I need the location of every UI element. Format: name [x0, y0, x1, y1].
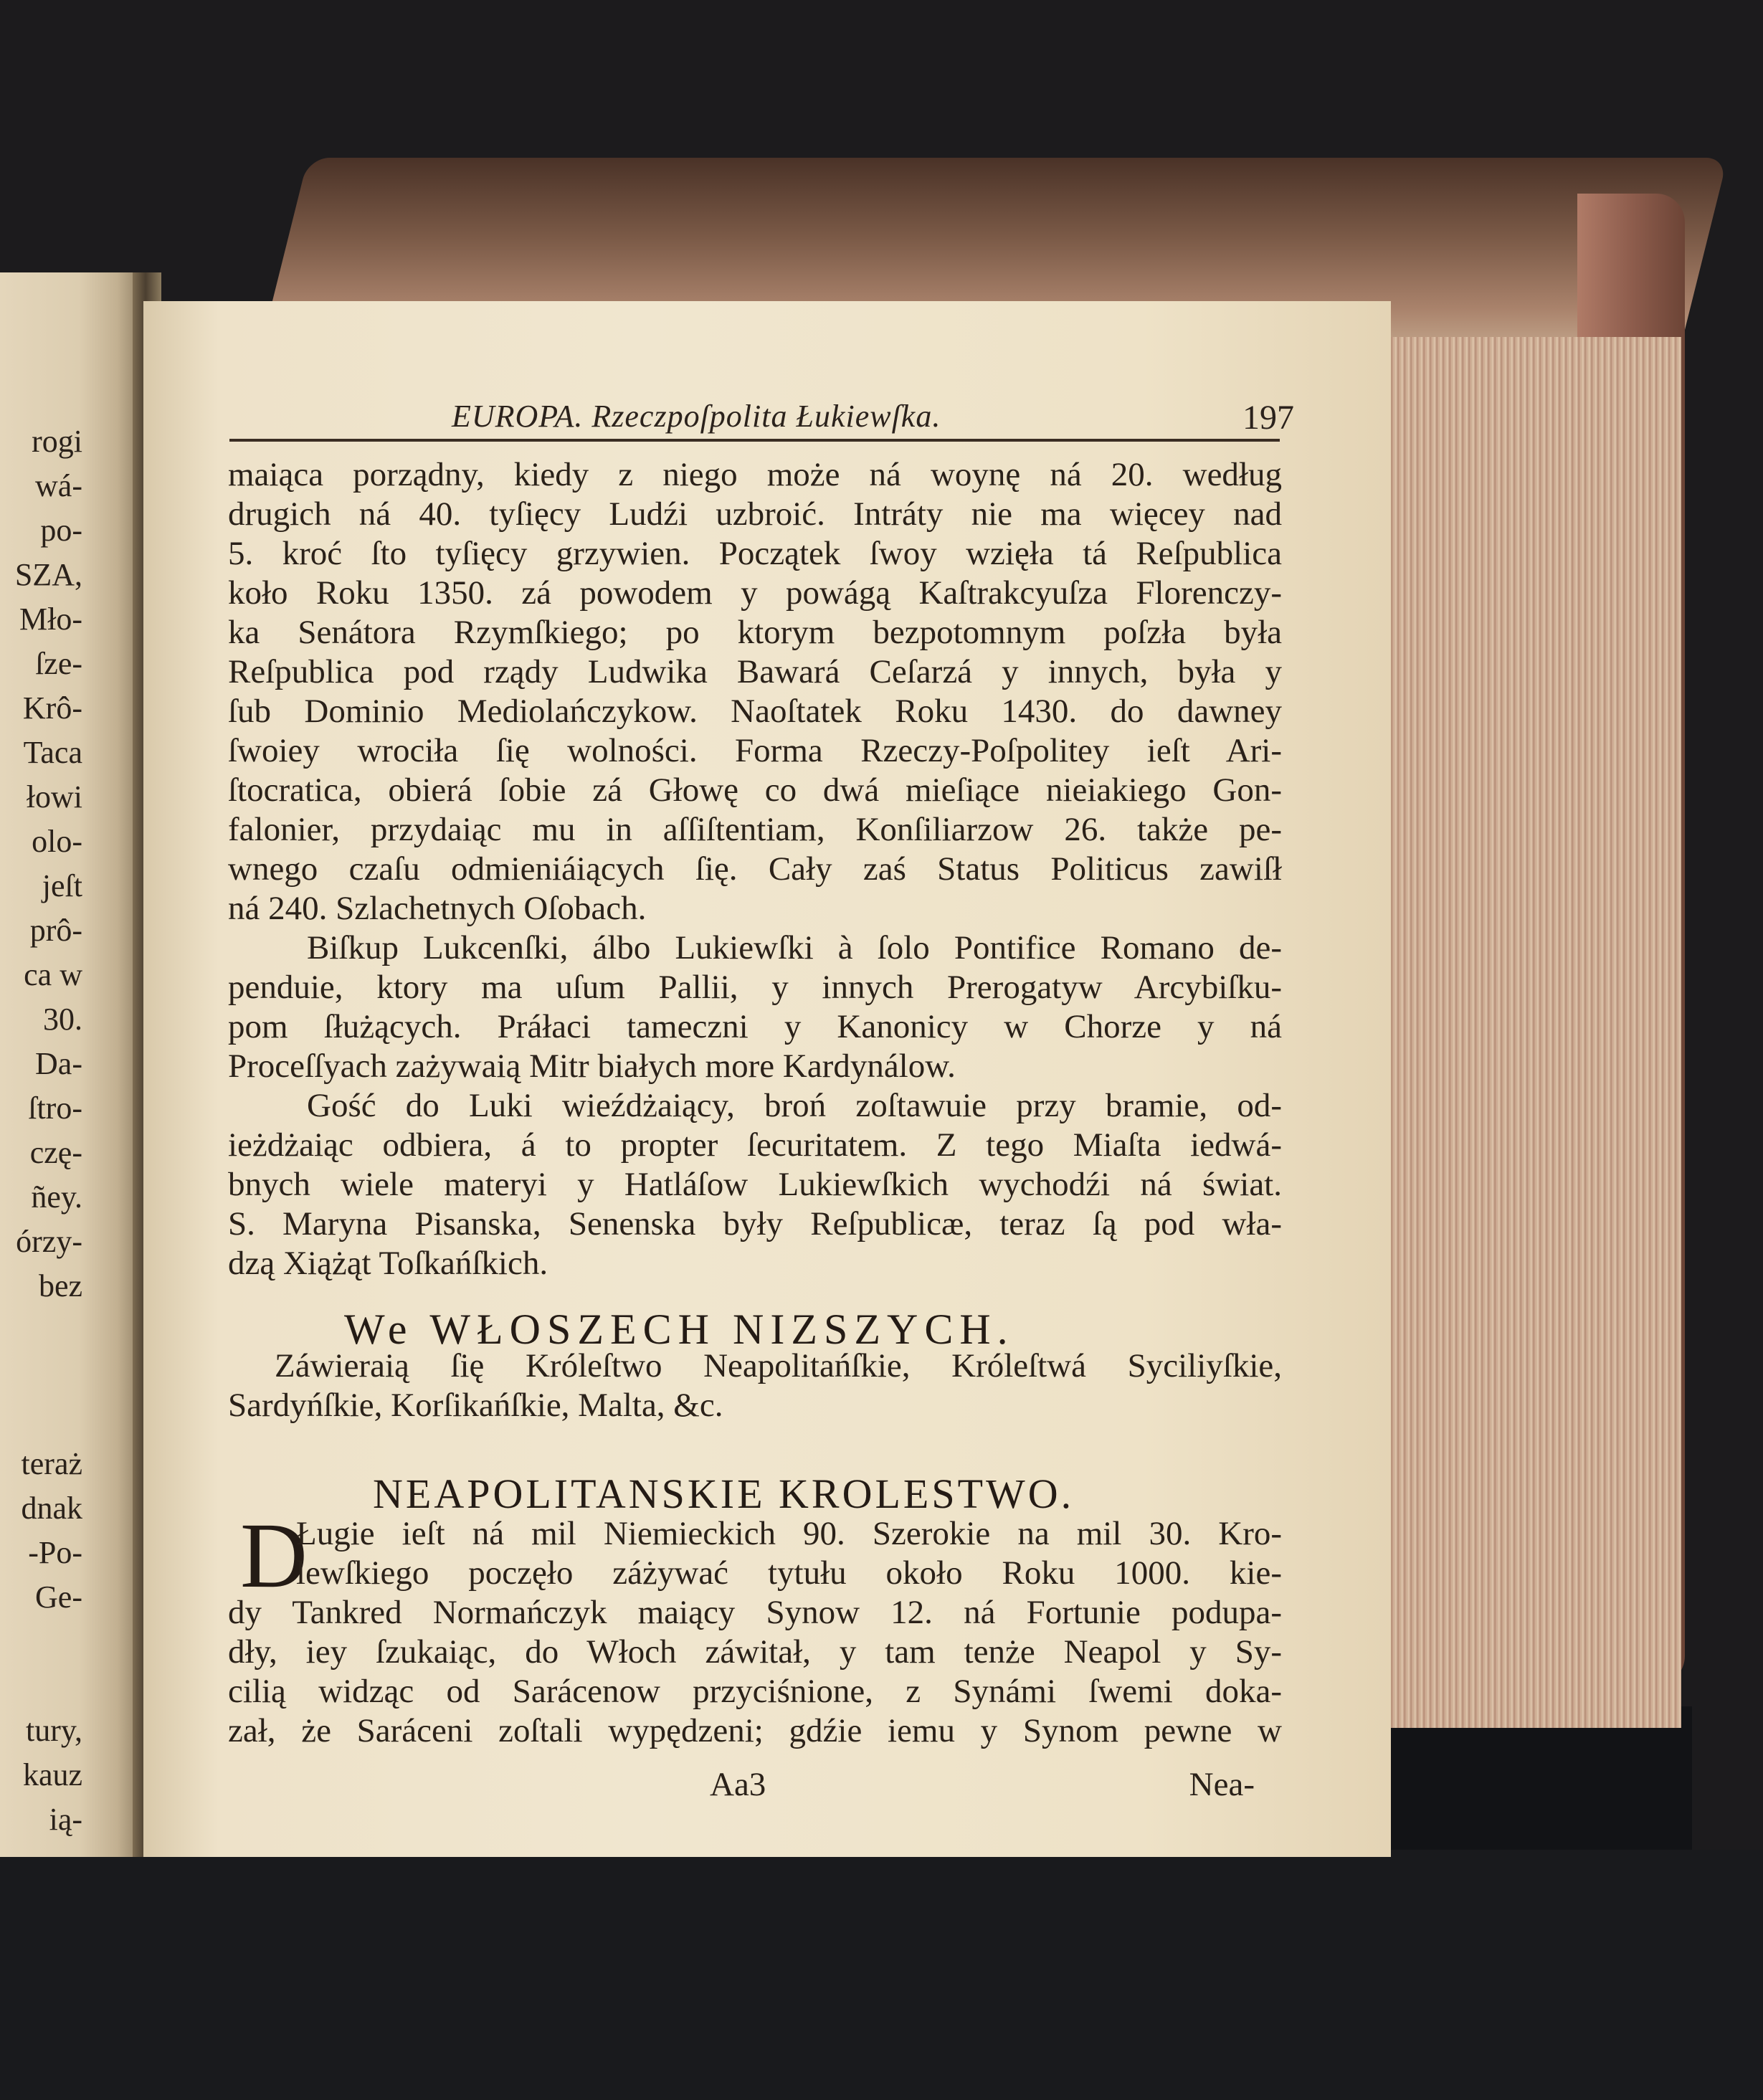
- left-page-fragment: ca w: [24, 957, 82, 992]
- signature-mark: Aa3: [710, 1766, 766, 1803]
- left-page-fragment: dnak: [21, 1491, 82, 1526]
- text-line: cilią widząc od Sarácenow przyciśnione, z Synámi ſwemi doka-: [228, 1673, 1282, 1710]
- left-page-fragment: Da-: [35, 1046, 82, 1081]
- text-line: ſub Dominio Mediolańczykow. Naoſtatek Roku 1430. do dawney: [228, 693, 1282, 730]
- left-page-fragment: Mło-: [19, 602, 82, 637]
- page-number: 197: [1242, 399, 1294, 437]
- section-heading-naples: NEAPOLITANSKIE KROLESTWO.: [373, 1471, 1075, 1517]
- text-line: bnych wiele materyi y Hatláſow Lukiewſkich wychodźi ná świat.: [228, 1166, 1282, 1203]
- left-page-fragment: olo-: [32, 824, 82, 859]
- left-page-fragment: po-: [40, 513, 82, 548]
- left-page-fragment: órzy-: [16, 1224, 82, 1259]
- page-footer: [229, 1765, 1283, 1808]
- left-page-fragment: [0, 1623, 82, 1668]
- left-page-fragment: Ge-: [35, 1579, 82, 1615]
- text-line: dy Tankred Normańczyk maiący Synow 12. ná Fortunie podupa-: [228, 1594, 1282, 1631]
- text-line: ieżdżaiąc odbiera, á to propter ſecuritatem. Z tego Miaſta iedwá-: [228, 1126, 1282, 1164]
- left-page-fragment: prô-: [29, 913, 82, 948]
- left-page-fragment: [0, 1668, 82, 1712]
- left-page-fragment: wá-: [35, 468, 82, 503]
- text-line: Záwieraią ſię Króleſtwo Neapolitańſkie, Króleſtwá Syciliyſkie,: [275, 1347, 1282, 1384]
- left-page-fragment: ſze-: [35, 646, 82, 681]
- left-page-fragment: Taca: [23, 735, 82, 770]
- running-head-rule: [229, 439, 1280, 442]
- text-line: falonier, przydaiąc mu in aſſiſtentiam, Konſiliarzow 26. także pe-: [228, 811, 1282, 848]
- left-page-fragment: teraż: [21, 1446, 82, 1481]
- text-line: wnego czaſu odmieniáiących ſię. Cały zaś Status Politicus zawiſł: [228, 850, 1282, 888]
- left-page-text-fragments: [0, 423, 82, 1845]
- text-line: ſtocratica, obierá ſobie zá Głowę co dwá mieſiące nieiakiego Gon-: [228, 771, 1282, 809]
- book-fore-edge-pages: [1387, 337, 1681, 1728]
- running-head-title: EUROPA. Rzeczpoſpolita Łukiewſka.: [452, 399, 941, 434]
- text-line: zał, że Saráceni zoſtali wypędzeni; gdźie iemu y Synom pewne w: [228, 1712, 1282, 1749]
- paragraph-lukka: [228, 455, 1282, 1283]
- text-line: 5. kroć ſto tyſięcy grzywien. Początek ſwoy wzięła tá Reſpublica: [228, 535, 1282, 572]
- text-line: Sardyńſkie, Korſikańſkie, Malta, &c.: [228, 1387, 723, 1424]
- text-line: Reſpublica pod rządy Ludwika Bawará Ceſarzá y innych, była y: [228, 653, 1282, 690]
- catchword: Nea-: [1189, 1766, 1255, 1803]
- left-page-fragment: [0, 1312, 82, 1357]
- left-page-fragment: SZA,: [14, 557, 82, 592]
- text-line: Biſkup Lukcenſki, álbo Lukiewſki à ſolo Pontifice Romano de-: [307, 929, 1282, 966]
- text-line: lewſkiego poczęło záżywać tytułu około Roku 1000. kie-: [296, 1554, 1282, 1592]
- drop-cap: D: [240, 1504, 308, 1607]
- left-page-fragment: 30.: [43, 1002, 82, 1037]
- text-line: Gość do Luki wieźdżaiący, broń zoſtawuie przy bramie, od-: [307, 1087, 1282, 1124]
- text-line: dzą Xiążąt Toſkańſkich.: [228, 1245, 548, 1282]
- text-line: Ługie ieſt ná mil Niemieckich 90. Szerokie na mil 30. Kro-: [296, 1515, 1282, 1552]
- text-line: pom ſłużących. Práłaci tameczni y Kanonicy w Chorze y ná: [228, 1008, 1282, 1045]
- left-page-fragment: tury,: [25, 1713, 82, 1748]
- text-line: Proceſſyach zażywaią Mitr białych more Kardynálow.: [228, 1047, 956, 1085]
- left-page-fragment: kauz: [22, 1757, 82, 1792]
- text-line: maiąca porządny, kiedy z niego może ná woynę ná 20. według: [228, 456, 1282, 493]
- section-naples-text: [228, 1514, 1282, 1751]
- text-line: S. Maryna Pisanska, Senenska były Reſpublicæ, teraz ſą pod wła-: [228, 1205, 1282, 1243]
- left-page-fragment: ią-: [49, 1802, 82, 1837]
- section-heading-italy: We WŁOSZECH NIZSZYCH.: [344, 1306, 1014, 1353]
- left-page-fragment: jeſt: [42, 868, 82, 903]
- section-italy-text: [228, 1346, 1282, 1425]
- left-page-fragment: [0, 1357, 82, 1401]
- left-page-fragment: bez: [38, 1268, 82, 1303]
- text-line: ka Senátora Rzymſkiego; po ktorym bezpotomnym poſzła była: [228, 614, 1282, 651]
- text-line: penduie, ktory ma uſum Pallii, y innych Prerogatyw Arcybiſku-: [228, 969, 1282, 1006]
- text-line: koło Roku 1350. zá powodem y powágą Kaſtrakcyuſza Florenczy-: [228, 574, 1282, 612]
- left-page-fragment: ñey.: [31, 1179, 82, 1215]
- text-line: drugich ná 40. tyſięcy Ludźi uzbroić. Intráty nie ma więcey nad: [228, 495, 1282, 533]
- left-page-fragment: rogi: [32, 424, 82, 459]
- left-page-fragment: -Po-: [28, 1535, 82, 1570]
- text-line: ſwoiey wrociła ſię wolności. Forma Rzeczy-Poſpolitey ieſt Ari-: [228, 732, 1282, 769]
- text-line: dły, iey ſzukaiąc, do Włoch záwitał, y tam tenże Neapol y Sy-: [228, 1633, 1282, 1671]
- background-cloth: [0, 1850, 1763, 2100]
- left-page-fragment: [0, 1401, 82, 1445]
- text-line: ná 240. Szlachetnych Oſobach.: [228, 890, 647, 927]
- left-page-fragment: czę-: [29, 1135, 82, 1170]
- left-page-fragment: łowi: [26, 779, 82, 814]
- left-page-fragment: Krô-: [22, 690, 82, 726]
- left-page-fragment: ſtro-: [28, 1091, 82, 1126]
